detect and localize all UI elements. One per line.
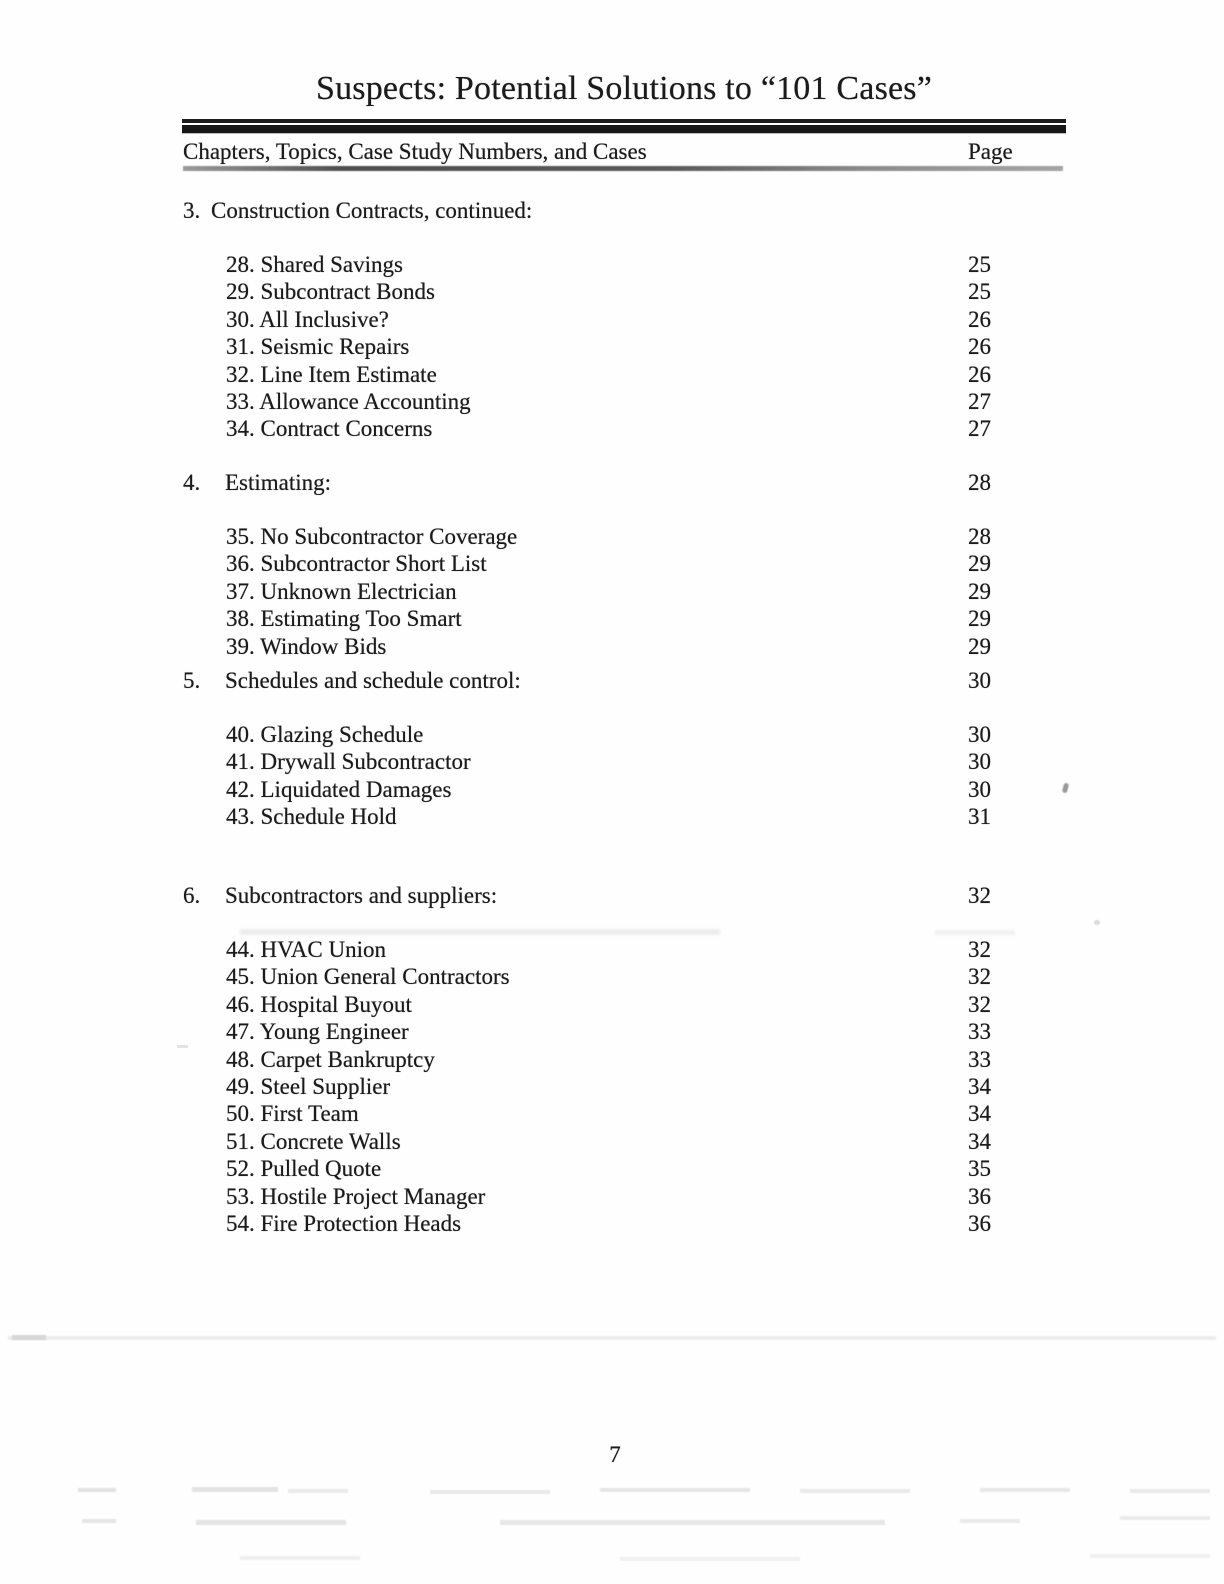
toc-item: [183, 633, 1065, 660]
toc-item-page-number: 25: [968, 252, 991, 277]
toc-item-page-number: 35: [968, 1156, 991, 1182]
toc-item-page-number: 31: [968, 804, 991, 830]
toc-item-page-number: 36: [968, 1183, 991, 1209]
toc-item: [183, 1100, 1065, 1127]
toc-item: [183, 605, 1065, 632]
toc-item-label: 35. No Subcontractor Coverage: [226, 524, 518, 549]
toc-item-label: 37. Unknown Electrician: [226, 578, 457, 604]
section-label: Estimating:: [225, 470, 332, 495]
toc-item-label: 40. Glazing Schedule: [226, 722, 424, 747]
section-number: 5.: [183, 668, 201, 693]
toc-section: [183, 469, 1065, 660]
toc-item-page-number: 29: [968, 551, 991, 577]
footer-page-number: 7: [609, 1442, 621, 1467]
section-number: 4.: [183, 470, 201, 495]
toc-item-label: 48. Carpet Bankruptcy: [226, 1046, 435, 1072]
toc-item-label: 33. Allowance Accounting: [226, 389, 471, 415]
toc-item-label: 42. Liquidated Damages: [226, 776, 452, 802]
toc-item-list: [183, 721, 1065, 831]
toc-item-label: 30. All Inclusive?: [226, 306, 389, 332]
toc-item: [183, 1210, 1065, 1237]
toc-section: [183, 667, 1065, 831]
toc-item: [183, 963, 1065, 990]
toc-item-list: [183, 936, 1065, 1237]
toc-item-page-number: 26: [968, 306, 991, 332]
toc-item: [183, 1183, 1065, 1210]
toc-item: [183, 1073, 1065, 1100]
toc-item-label: 52. Pulled Quote: [226, 1156, 382, 1182]
toc-item-page-number: 30: [968, 749, 991, 775]
toc-item-page-number: 27: [968, 416, 991, 442]
toc-section: [183, 197, 1065, 443]
toc-section-heading: [183, 882, 1065, 909]
toc-item-page-number: 30: [968, 776, 991, 802]
toc-item: [183, 415, 1065, 442]
toc-item-page-number: 32: [968, 937, 991, 962]
section-page-number: 30: [968, 668, 991, 693]
section-page-number: 28: [968, 470, 991, 495]
toc-item: [183, 936, 1065, 963]
toc-item-label: 49. Steel Supplier: [226, 1074, 391, 1100]
toc-item-label: 32. Line Item Estimate: [226, 361, 437, 387]
toc-item: [183, 1018, 1065, 1045]
section-label: Construction Contracts, continued:: [211, 198, 533, 223]
toc-item-page-number: 27: [968, 389, 991, 415]
toc-item-label: 28. Shared Savings: [226, 252, 403, 277]
toc-item-page-number: 32: [968, 991, 991, 1017]
toc-item: [183, 361, 1065, 388]
toc-item-label: 31. Seismic Repairs: [226, 334, 410, 360]
toc-item-label: 46. Hospital Buyout: [226, 991, 412, 1017]
table-header-left: Chapters, Topics, Case Study Numbers, and Cases: [183, 139, 647, 164]
toc-item: [183, 721, 1065, 748]
toc-item-page-number: 33: [968, 1046, 991, 1072]
toc-item-label: 45. Union General Contractors: [226, 964, 510, 990]
toc-section-heading: [183, 667, 1065, 694]
toc-item-list: [183, 523, 1065, 660]
toc-item: [183, 523, 1065, 550]
toc-item-page-number: 32: [968, 964, 991, 990]
toc-item: [183, 748, 1065, 775]
toc-item-page-number: 26: [968, 334, 991, 360]
toc-item-page-number: 25: [968, 279, 991, 305]
toc-item-label: 51. Concrete Walls: [226, 1128, 401, 1154]
toc-item-label: 54. Fire Protection Heads: [226, 1211, 462, 1237]
toc-item: [183, 991, 1065, 1018]
toc-item-page-number: 28: [968, 524, 991, 549]
toc-section-heading: [183, 469, 1065, 496]
toc-item-label: 50. First Team: [226, 1101, 359, 1127]
toc-item: [183, 1046, 1065, 1073]
toc-item: [183, 278, 1065, 305]
toc-item: [183, 578, 1065, 605]
table-header-page-column: Page: [968, 139, 1013, 164]
toc-item: [183, 1155, 1065, 1182]
toc-item-label: 41. Drywall Subcontractor: [226, 749, 471, 775]
toc-item-page-number: 29: [968, 606, 991, 632]
toc-item-label: 44. HVAC Union: [226, 937, 386, 962]
toc-item-label: 53. Hostile Project Manager: [226, 1183, 486, 1209]
toc-item-page-number: 34: [968, 1101, 991, 1127]
toc-item-page-number: 33: [968, 1019, 991, 1045]
toc-item-label: 36. Subcontractor Short List: [226, 551, 487, 577]
toc-item: [183, 1128, 1065, 1155]
toc-item-page-number: 34: [968, 1128, 991, 1154]
toc-item-label: 43. Schedule Hold: [226, 804, 397, 830]
toc-section: [183, 882, 1065, 1237]
toc-section-heading: [183, 197, 1065, 224]
toc-item-page-number: 36: [968, 1211, 991, 1237]
section-page-number: 32: [968, 883, 991, 908]
toc-item: [183, 550, 1065, 577]
toc-item: [183, 803, 1065, 830]
section-number: 3.: [183, 198, 201, 223]
toc-item-label: 39. Window Bids: [226, 633, 387, 659]
toc-item-label: 34. Contract Concerns: [226, 416, 433, 442]
toc-item-page-number: 30: [968, 722, 991, 747]
toc-item-list: [183, 251, 1065, 443]
document-title: Suspects: Potential Solutions to “101 Cases”: [315, 70, 933, 107]
toc-item: [183, 306, 1065, 333]
section-label: Schedules and schedule control:: [225, 668, 521, 693]
toc-item-page-number: 29: [968, 633, 991, 659]
section-label: Subcontractors and suppliers:: [225, 883, 498, 908]
toc-item: [183, 333, 1065, 360]
toc-item-page-number: 34: [968, 1074, 991, 1100]
toc-item-label: 47. Young Engineer: [226, 1019, 409, 1045]
toc-item: [183, 251, 1065, 278]
toc-item-label: 38. Estimating Too Smart: [226, 606, 462, 632]
toc-item: [183, 776, 1065, 803]
toc-item: [183, 388, 1065, 415]
toc-item-label: 29. Subcontract Bonds: [226, 279, 435, 305]
toc-item-page-number: 29: [968, 578, 991, 604]
section-number: 6.: [183, 883, 201, 908]
toc-item-page-number: 26: [968, 361, 991, 387]
